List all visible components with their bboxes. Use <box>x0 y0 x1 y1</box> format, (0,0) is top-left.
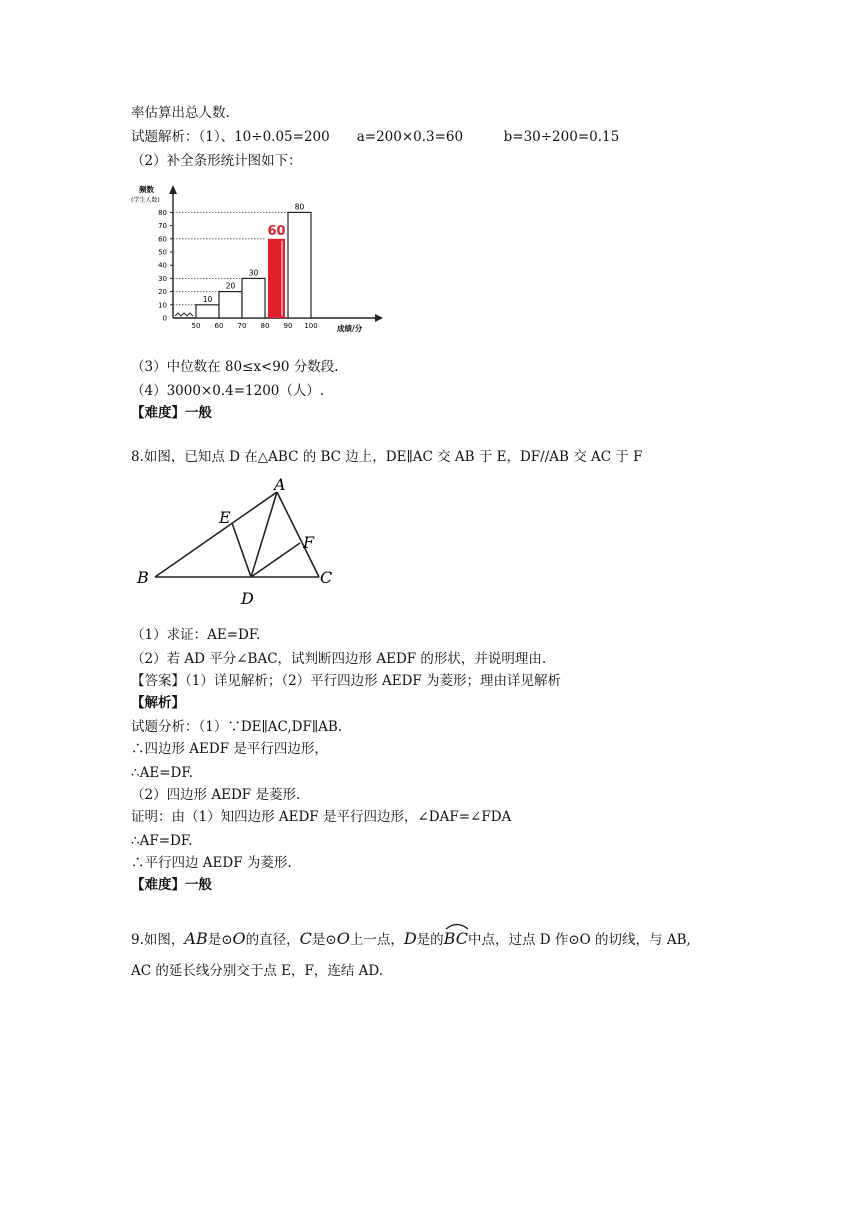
segment-BA <box>155 492 277 577</box>
bar <box>288 212 311 318</box>
text-line: ∴四边形 AEDF 是平行四边形， <box>131 741 328 757</box>
y-tick-label: 20 <box>158 288 167 297</box>
math-AB: AB <box>184 929 208 948</box>
label-C: C <box>320 568 333 587</box>
text-line: （3）中位数在 80≤x<90 分数段. <box>131 359 339 375</box>
text-line: ∴AE=DF. <box>131 765 193 781</box>
x-tick-label: 70 <box>237 322 247 330</box>
y-tick-label: 70 <box>158 222 167 231</box>
math-D: D <box>403 929 417 948</box>
math-arc-BC <box>444 930 468 949</box>
arc-icon <box>444 922 470 930</box>
difficulty-label: 【难度】一般 <box>131 405 212 421</box>
y-tick-label: 60 <box>158 235 167 244</box>
bar-value-label: 60 <box>267 223 286 239</box>
q9-text: 是的 <box>416 932 444 948</box>
y-tick-label: 0 <box>162 314 167 323</box>
x-axis-arrow <box>375 314 383 322</box>
difficulty-label: 【难度】一般 <box>131 877 212 893</box>
analysis-heading: 【解析】 <box>131 695 185 711</box>
math-O: O <box>336 929 350 948</box>
label-E: E <box>219 508 231 527</box>
text-line: 试题解析：（1）、10÷0.05=200 a=200×0.3=60 b=30÷200=0.15 <box>131 129 620 145</box>
segment-AD <box>251 492 277 577</box>
q9-text: 上一点， <box>349 932 404 948</box>
text-line: （2）补全条形统计图如下： <box>131 153 302 169</box>
label-B: B <box>137 568 149 587</box>
triangle-figure <box>131 472 341 612</box>
segment-DE <box>232 523 251 577</box>
bar <box>242 278 265 318</box>
q9-text: 9.如图， <box>131 932 185 948</box>
text-line: 证明：由（1）知四边形 AEDF 是平行四边形，∠DAF=∠FDA <box>131 809 512 825</box>
math-C: C <box>299 929 312 948</box>
x-tick-label: 100 <box>304 322 318 330</box>
q9-text: 中点，过点 D 作⊙O 的切线，与 AB, <box>467 932 691 948</box>
answer-line: 【答案】（1）详见解析；（2）平行四边形 AEDF 为菱形；理由详见解析 <box>131 673 562 689</box>
y-tick-label: 50 <box>158 248 167 257</box>
text-line: 率估算出总人数. <box>131 105 230 121</box>
math-BC: BC <box>443 929 468 948</box>
bar-value-label: 30 <box>248 268 259 278</box>
text-line: ∴平行四边 AEDF 为菱形. <box>131 855 292 871</box>
question-9-stem <box>131 930 691 949</box>
text-line: 试题分析：（1）∵DE∥AC,DF∥AB. <box>131 719 343 735</box>
bar-chart <box>131 182 393 340</box>
text-line: ∴AF=DF. <box>131 833 193 849</box>
q9-text: 的直径， <box>245 932 300 948</box>
x-tick-label: 60 <box>214 322 224 330</box>
x-tick-label: 80 <box>260 322 270 330</box>
q9-text: 是⊙ <box>207 932 233 948</box>
x-tick-label: 90 <box>283 322 293 330</box>
text-line: （2）若 AD 平分∠BAC，试判断四边形 AEDF 的形状，并说明理由. <box>131 651 547 667</box>
bar-value-label: 20 <box>225 281 236 291</box>
y-tick-label: 40 <box>158 261 167 270</box>
text-line: （1）求证：AE=DF. <box>131 627 261 643</box>
axis-break <box>175 313 193 316</box>
y-tick-label: 80 <box>158 208 167 217</box>
y-tick-label: 30 <box>158 274 167 283</box>
y-axis-label-sub: (学生人数) <box>131 197 160 204</box>
question-8-stem: 8.如图，已知点 D 在△ABC 的 BC 边上，DE∥AC 交 AB 于 E，DF//AB 交 AC 于 F <box>131 449 643 465</box>
x-axis-label: 成绩/分 <box>337 324 363 333</box>
y-axis-label: 频数 <box>139 185 154 194</box>
text-line: AC 的延长线分别交于点 E，F，连结 AD. <box>131 963 384 979</box>
bar-value-label: 80 <box>294 202 305 212</box>
y-tick-label: 10 <box>158 301 167 310</box>
q9-text: 是⊙ <box>311 932 337 948</box>
label-A: A <box>274 475 286 494</box>
math-O: O <box>232 929 246 948</box>
text-line: （4）3000×0.4=1200（人）. <box>131 383 325 399</box>
label-F: F <box>303 533 315 552</box>
x-tick-label: 50 <box>191 322 201 330</box>
segment-DF <box>251 543 300 577</box>
bar <box>196 305 219 318</box>
bar-value-label: 10 <box>202 294 213 304</box>
text-line: （2）四边形 AEDF 是菱形. <box>131 787 301 803</box>
label-D: D <box>241 589 254 608</box>
bar <box>219 292 242 318</box>
y-axis-arrow <box>169 185 177 194</box>
